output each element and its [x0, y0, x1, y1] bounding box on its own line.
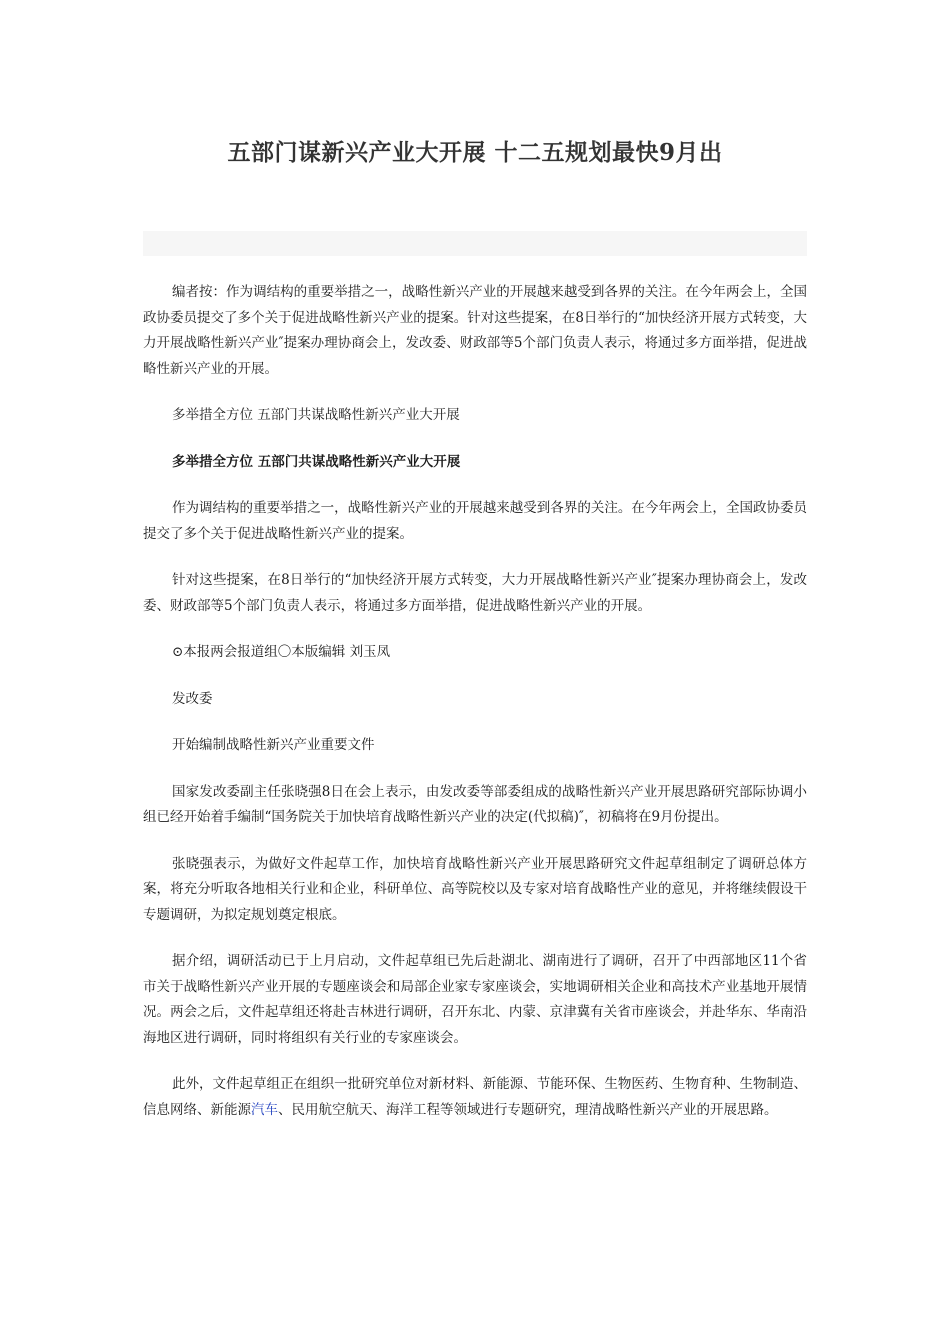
byline: ⊙本报两会报道组〇本版编辑 刘玉凤 [172, 644, 391, 660]
info-bar [143, 231, 807, 256]
article-body [143, 280, 807, 1144]
paragraph: 据介绍，调研活动已于上月启动，文件起草组已先后赴湖北、湖南进行了调研，召开了中西部地区11个省市关于战略性新兴产业开展的专题座谈会和局部企业家专家座谈会，实地调研相关企业和高技术产业基地开展情况。两会之后，文件起草组还将赴吉林进行调研，召开东北、内蒙、京津冀有关省市座谈会，并赴华东、华南沿海地区进行调研，同时将组织有关行业的专家座谈会。 [143, 953, 807, 1046]
paragraph-with-link [143, 1072, 807, 1123]
section-subheading: 开始编制战略性新兴产业重要文件 [172, 737, 375, 753]
paragraph: 针对这些提案，在8日举行的“加快经济开展方式转变，大力开展战略性新兴产业″提案办理协商会上，发改委、财政部等5个部门负责人表示，将通过多方面举措，促进战略性新兴产业的开展。 [143, 572, 807, 614]
auto-link[interactable]: 汽车 [251, 1101, 278, 1118]
subheading: 多举措全方位 五部门共谋战略性新兴产业大开展 [172, 407, 460, 423]
paragraph-text: 此外，文件起草组正在组织一批研究单位对新材料、新能源、节能环保、生物医药、生物育种、生物制造、信息网络、新能源 [143, 1076, 807, 1118]
paragraph: 张晓强表示，为做好文件起草工作，加快培育战略性新兴产业开展思路研究文件起草组制定了调研总体方案，将充分听取各地相关行业和企业，科研单位、高等院校以及专家对培育战略性产业的意见，并将继续假设干专题调研，为拟定规划奠定根底。 [143, 855, 807, 923]
section-heading: 发改委 [172, 690, 213, 707]
paragraph: 作为调结构的重要举措之一，战略性新兴产业的开展越来越受到各界的关注。在今年两会上，全国政协委员提交了多个关于促进战略性新兴产业的提案。 [143, 500, 807, 542]
paragraph-text: 、民用航空航天、海洋工程等领域进行专题研究，理清战略性新兴产业的开展思路。 [278, 1101, 778, 1118]
editor-note: 编者按：作为调结构的重要举措之一，战略性新兴产业的开展越来越受到各界的关注。在今年两会上，全国政协委员提交了多个关于促进战略性新兴产业的提案。针对这些提案，在8日举行的“加快经济开展方式转变，大力开展战略性新兴产业″提案办理协商会上，发改委、财政部等5个部门负责人表示，将通过多方面举措，促进战略性新兴产业的开展。 [143, 284, 807, 377]
page-title: 五部门谋新兴产业大开展 十二五规划最快9月出 [227, 139, 723, 166]
paragraph: 国家发改委副主任张晓强8日在会上表示，由发改委等部委组成的战略性新兴产业开展思路研究部际协调小组已经开始着手编制“国务院关于加快培育战略性新兴产业的决定(代拟稿)″，初稿将在9月份提出。 [143, 783, 807, 825]
subheading-bold: 多举措全方位 五部门共谋战略性新兴产业大开展 [172, 453, 461, 470]
